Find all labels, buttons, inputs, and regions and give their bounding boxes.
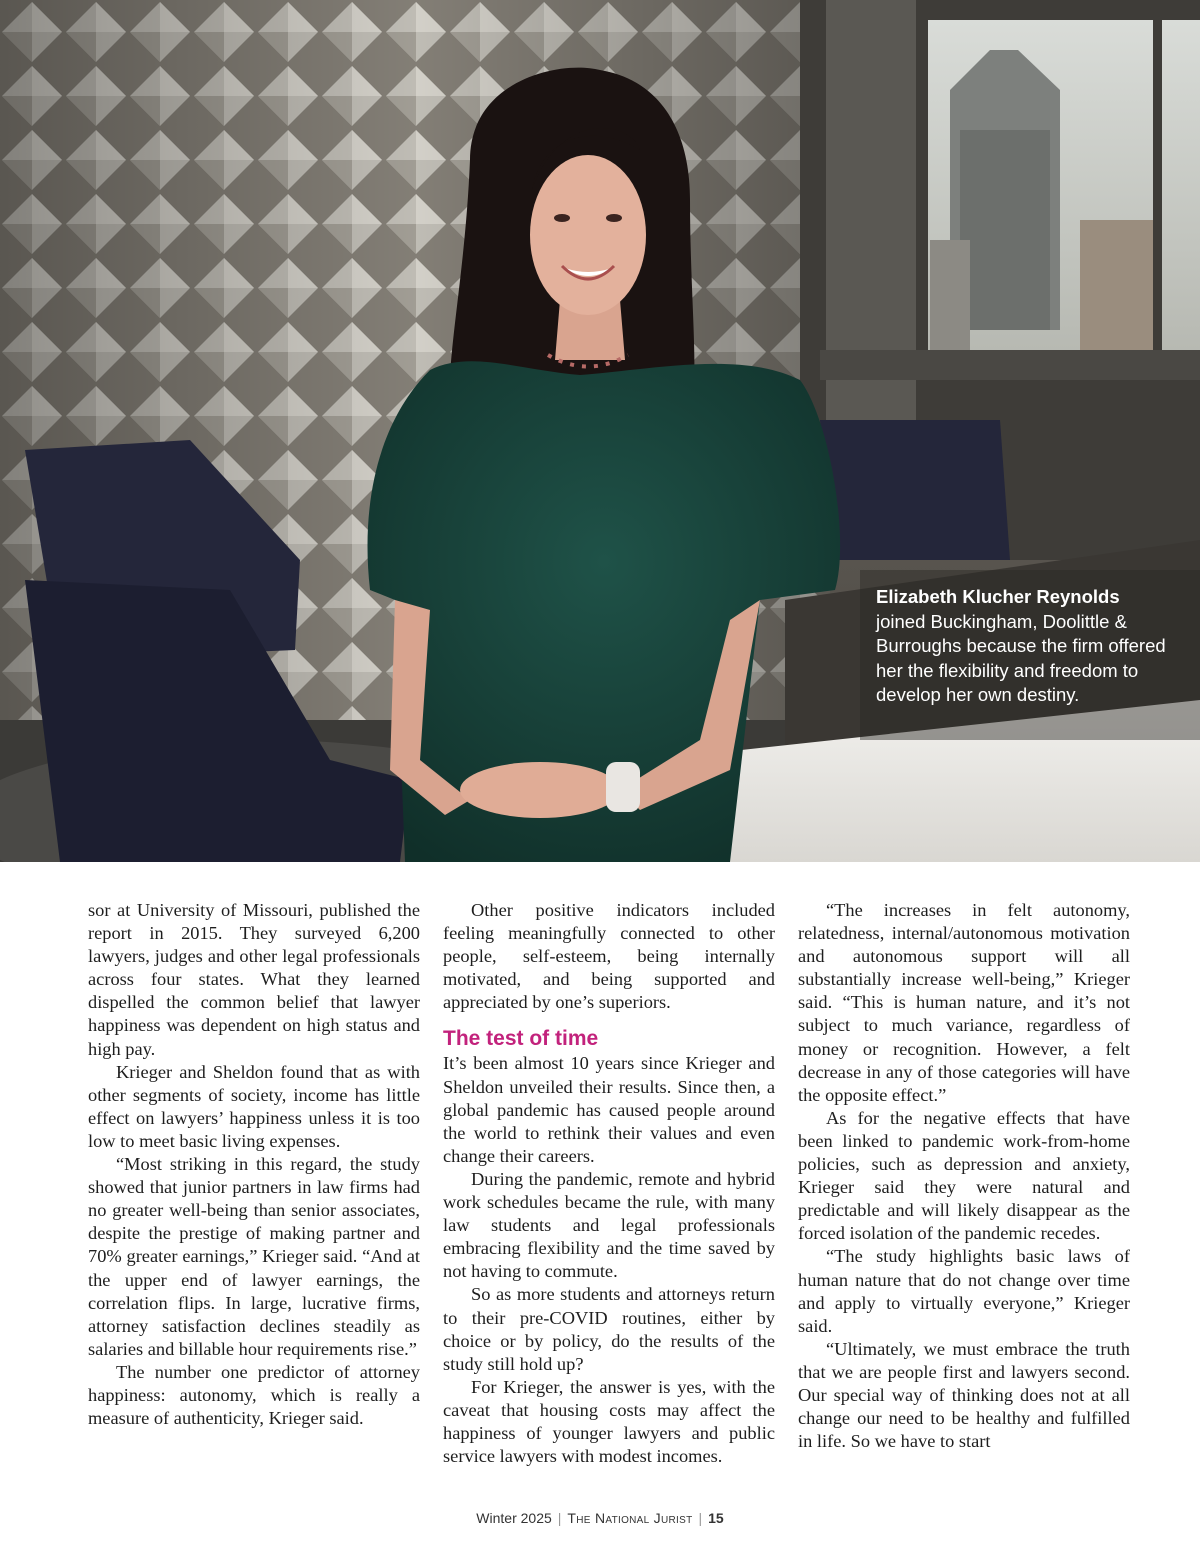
paragraph: “Ultimately, we must embrace the truth that we are people first and lawyers second. Our special way of thinking does not at all change our need to be healthy and fulfilled in life. So we have to start — [798, 1338, 1130, 1452]
paragraph: For Krieger, the answer is yes, with the caveat that housing costs may affect the happiness of younger lawyers and public service lawyers with modest incomes. — [443, 1376, 775, 1467]
paragraph: So as more students and attorneys return to their pre-COVID routines, either by choice or by policy, do the results of the study still hold up? — [443, 1284, 775, 1374]
divider: | — [698, 1510, 703, 1526]
paragraph: The number one predictor of attorney happiness: autonomy, which is really a measure of authenticity, Krieger said. — [88, 1361, 420, 1429]
section-subhead: The test of time — [443, 1027, 599, 1051]
page-footer — [0, 1510, 1200, 1526]
paragraph: As for the negative effects that have been linked to pandemic work-from-home policies, such as depression and anxiety, Krieger said they were natural and predictable and will likely disappear as the forced isolation of the pandemic recedes. — [798, 1107, 1130, 1244]
page-number: 15 — [708, 1510, 724, 1526]
paragraph: During the pandemic, remote and hybrid work schedules became the rule, with many law students and legal professionals embracing flexibility and the time saved by not having to commute. — [443, 1168, 775, 1282]
paragraph: It’s been almost 10 years since Krieger and Sheldon unveiled their results. Since then, a global pandemic has caused people around the world to rethink their values and even change their careers. — [443, 1053, 775, 1166]
paragraph: Other positive indicators included feeling meaningfully connected to other people, self-esteem, being internally motivated, and being supported and appreciated by one’s superiors. — [443, 900, 775, 1013]
paragraph: “The increases in felt autonomy, relatedness, internal/autonomous motivation and autonomous support will all substantially increase well-being,” Krieger said. “This is human nature, and it’s not subject to much variance, regardless of money or recognition. However, a felt decrease in any of those categories will have the opposite effect.” — [798, 900, 1130, 1105]
paragraph: “The study highlights basic laws of human nature that do not change over time and apply to virtually everyone,” Krieger said. — [798, 1246, 1130, 1336]
paragraph: “Most striking in this regard, the study showed that junior partners in law firms had no greater well-being than senior associates, despite the prestige of making partner and 70% greater earnings,” Krieger said. “And at the upper end of lawyer earnings, the correlation flips. In large, lucrative firms, attorney satisfaction declines steadily as salaries and billable hour requirements rise.” — [88, 1154, 420, 1359]
caption-name: Elizabeth Klucher Reynolds — [876, 586, 1120, 607]
article-column-1 — [88, 899, 420, 1430]
article-column-2 — [443, 899, 775, 1468]
divider: | — [557, 1510, 562, 1526]
article-column-3 — [798, 899, 1130, 1453]
paragraph: Krieger and Sheldon found that as with other segments of society, income has little effect on lawyers’ happiness unless it is too low to meet basic living expenses. — [88, 1061, 420, 1151]
photo-caption — [876, 585, 1176, 708]
paragraph: sor at University of Missouri, published the report in 2015. They surveyed 6,200 lawyers, judges and other legal professionals across four states. What they learned dispelled the common belief that lawyer happiness was dependent on high status and high pay. — [88, 900, 420, 1059]
issue-date: Winter 2025 — [476, 1510, 552, 1526]
caption-text: joined Buckingham, Doolittle & Burroughs because the firm offered her the flexibility and freedom to develop her own destiny. — [876, 610, 1166, 705]
magazine-name: The National Jurist — [567, 1510, 693, 1526]
